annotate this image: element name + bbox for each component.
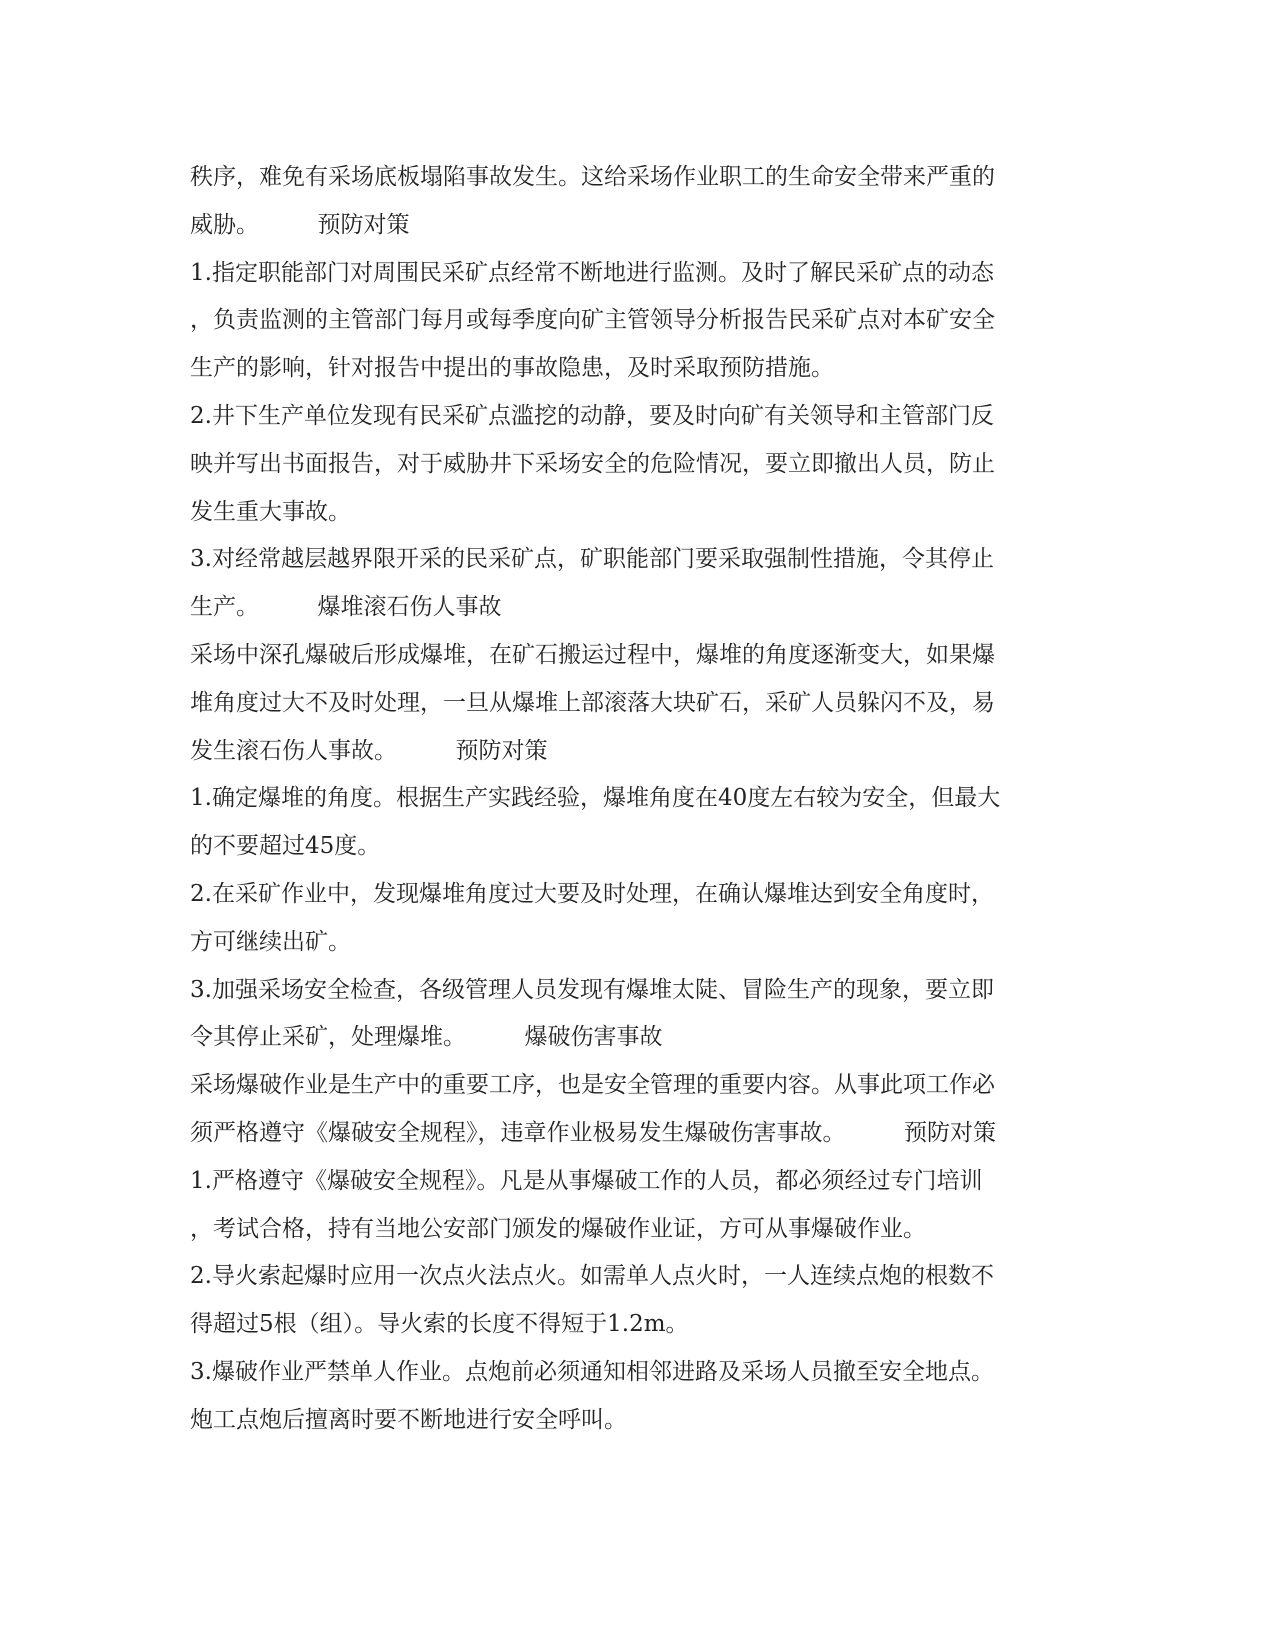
text-line: 生产的影响，针对报告中提出的事故隐患，及时采取预防措施。 — [190, 355, 834, 382]
text-line: ，考试合格，持有当地公安部门颁发的爆破作业证，方可从事爆破作业。 — [190, 1215, 926, 1242]
text-line: 1.严格遵守《爆破安全规程》。凡是从事爆破工作的人员，都必须经过专门培训 — [190, 1167, 983, 1194]
text-line: 采场爆破作业是生产中的重要工序，也是安全管理的重要内容。从事此项工作必 — [190, 1072, 995, 1099]
text-line: 3.对经常越层越界限开采的民采矿点，矿职能部门要采取强制性措施，令其停止 — [190, 546, 994, 573]
text-line: ，负责监测的主管部门每月或每季度向矿主管领导分析报告民采矿点对本矿安全 — [190, 307, 995, 334]
text-line: 2.井下生产单位发现有民采矿点滥挖的动静，要及时向矿有关领导和主管部门反 — [190, 402, 994, 429]
text-line: 2.在采矿作业中，发现爆堆角度过大要及时处理，在确认爆堆达到安全角度时， — [190, 880, 994, 907]
text-line: 须严格遵守《爆破安全规程》，违章作业极易发生爆破伤害事故。 预防对策 — [190, 1119, 996, 1146]
text-line: 方可继续出矿。 — [190, 928, 351, 955]
text-line: 1.确定爆堆的角度。根据生产实践经验，爆堆角度在40度左右较为安全，但最大 — [190, 785, 1001, 812]
text-line: 的不要超过45度。 — [190, 833, 381, 860]
text-line: 得超过5根（组）。导火索的长度不得短于1.2m。 — [190, 1311, 689, 1338]
text-line: 令其停止采矿，处理爆堆。 爆破伤害事故 — [190, 1024, 663, 1051]
text-line: 发生滚石伤人事故。 预防对策 — [190, 737, 548, 764]
text-line: 生产。 爆堆滚石伤人事故 — [190, 594, 502, 621]
text-line: 2.导火索起爆时应用一次点火法点火。如需单人点火时，一人连续点炮的根数不 — [190, 1263, 994, 1290]
document-body — [190, 154, 1070, 1445]
text-line: 发生重大事故。 — [190, 498, 351, 525]
text-line: 映并写出书面报告，对于威胁井下采场安全的危险情况，要立即撤出人员，防止 — [190, 450, 995, 477]
text-line: 1.指定职能部门对周围民采矿点经常不断地进行监测。及时了解民采矿点的动态 — [190, 259, 994, 286]
text-line: 采场中深孔爆破后形成爆堆，在矿石搬运过程中，爆堆的角度逐渐变大，如果爆 — [190, 641, 995, 668]
text-line: 3.爆破作业严禁单人作业。点炮前必须通知相邻进路及采场人员撤至安全地点。 — [190, 1358, 994, 1385]
text-line: 堆角度过大不及时处理，一旦从爆堆上部滚落大块矿石，采矿人员躲闪不及，易 — [190, 689, 995, 716]
text-line: 威胁。 预防对策 — [190, 211, 410, 238]
text-line: 3.加强采场安全检查，各级管理人员发现有爆堆太陡、冒险生产的现象，要立即 — [190, 976, 994, 1003]
text-line: 炮工点炮后擅离时要不断地进行安全呼叫。 — [190, 1406, 627, 1433]
text-line: 秩序，难免有采场底板塌陷事故发生。这给采场作业职工的生命安全带来严重的 — [190, 164, 995, 190]
